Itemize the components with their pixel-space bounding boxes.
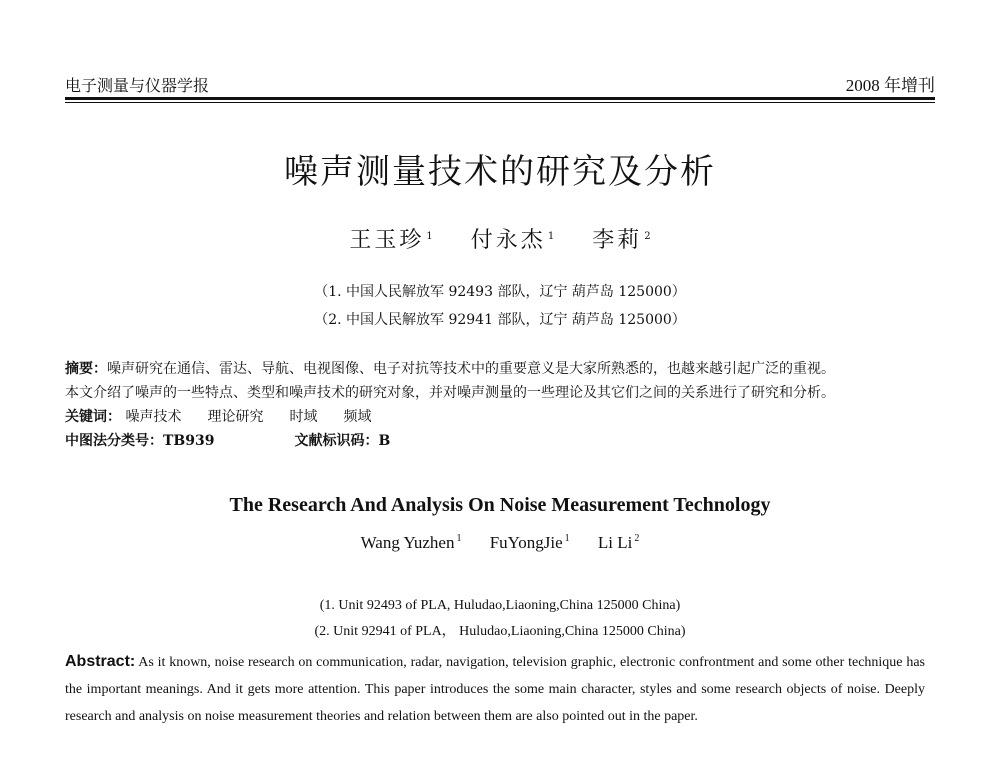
en-author-name: FuYongJie	[489, 533, 563, 552]
english-authors	[0, 530, 1000, 556]
cn-author-name: 李莉	[592, 228, 643, 253]
cn-keyword: 理论研究	[207, 409, 264, 425]
cn-keyword: 频域	[343, 409, 372, 425]
journal-name: 电子测量与仪器学报	[65, 76, 210, 95]
chinese-abstract-block	[65, 357, 935, 453]
en-author-name: Li Li	[597, 533, 633, 552]
clc-value: TB939	[163, 433, 215, 449]
cn-keyword: 时域	[289, 409, 318, 425]
en-affiliation-2: (2. Unit 92941 of PLA， Huludao,Liaoning,China 125000 China)	[314, 624, 686, 639]
cn-abstract-line-1	[65, 357, 935, 381]
cn-affiliation-1: （1. 中国人民解放军 92493 部队，辽宁 葫芦岛 125000）	[314, 284, 686, 300]
cn-author-affil-mark: 1	[547, 230, 555, 242]
cn-keywords-label: 关键词：	[65, 409, 121, 425]
en-affiliation-1: (1. Unit 92493 of PLA, Huludao,Liaoning,China 125000 China)	[319, 598, 681, 613]
cn-author-name: 付永杰	[470, 228, 546, 253]
cn-abstract-label: 摘要：	[65, 361, 107, 377]
english-title: The Research And Analysis On Noise Measurement Technology	[229, 494, 771, 516]
cn-author-2	[471, 228, 554, 253]
cn-author-1	[349, 228, 432, 253]
en-author-affil-mark: 2	[634, 533, 640, 545]
english-abstract	[65, 648, 925, 730]
doc-code-label: 文献标识码：	[294, 433, 379, 449]
en-author-affil-mark: 1	[456, 533, 462, 545]
en-author-name: Wang Yuzhen	[360, 533, 455, 552]
issue-label: 2008 年增刊	[845, 76, 935, 95]
en-author-affil-mark: 1	[564, 533, 570, 545]
cn-abstract-text-1: 噪声研究在通信、雷达、导航、电视图像、电子对抗等技术中的重要意义是大家所熟悉的，也越来越引起广泛的重视。	[107, 361, 835, 377]
chinese-title: 噪声测量技术的研究及分析	[284, 152, 716, 192]
cn-author-affil-mark: 2	[644, 230, 651, 242]
en-abstract-label: Abstract:	[65, 653, 136, 670]
cn-affiliation-2: （2. 中国人民解放军 92941 部队，辽宁 葫芦岛 125000）	[314, 312, 686, 328]
en-author-2	[490, 533, 570, 552]
cn-author-affil-mark: 1	[426, 230, 433, 242]
en-author-1	[361, 533, 462, 552]
clc-label: 中图法分类号：	[65, 433, 163, 449]
chinese-authors	[0, 226, 1000, 256]
cn-author-3	[592, 228, 650, 253]
cn-keywords-line	[65, 405, 935, 429]
header-rule-thick	[65, 97, 935, 100]
cn-abstract-line-2: 本文介绍了噪声的一些特点、类型和噪声技术的研究对象，并对噪声测量的一些理论及其它们之间的关系进行了研究和分析。	[65, 385, 835, 401]
cn-classification-line	[65, 429, 935, 453]
cn-author-name: 王玉珍	[349, 228, 425, 253]
en-abstract-text: As it known, noise research on communication, radar, navigation, television graphic, electronic confrontment and some other technique has the important meanings. And it gets more attention. This paper introduces the some main character, styles and some research objects of noise. Deeply research and analysis on noise measurement theories and relation between them are also pointed out in the paper.	[65, 655, 925, 724]
en-author-3	[598, 533, 639, 552]
doc-code-value: B	[378, 433, 391, 449]
header-rule-thin	[65, 102, 935, 103]
running-header	[65, 72, 935, 96]
cn-keyword: 噪声技术	[125, 409, 182, 425]
